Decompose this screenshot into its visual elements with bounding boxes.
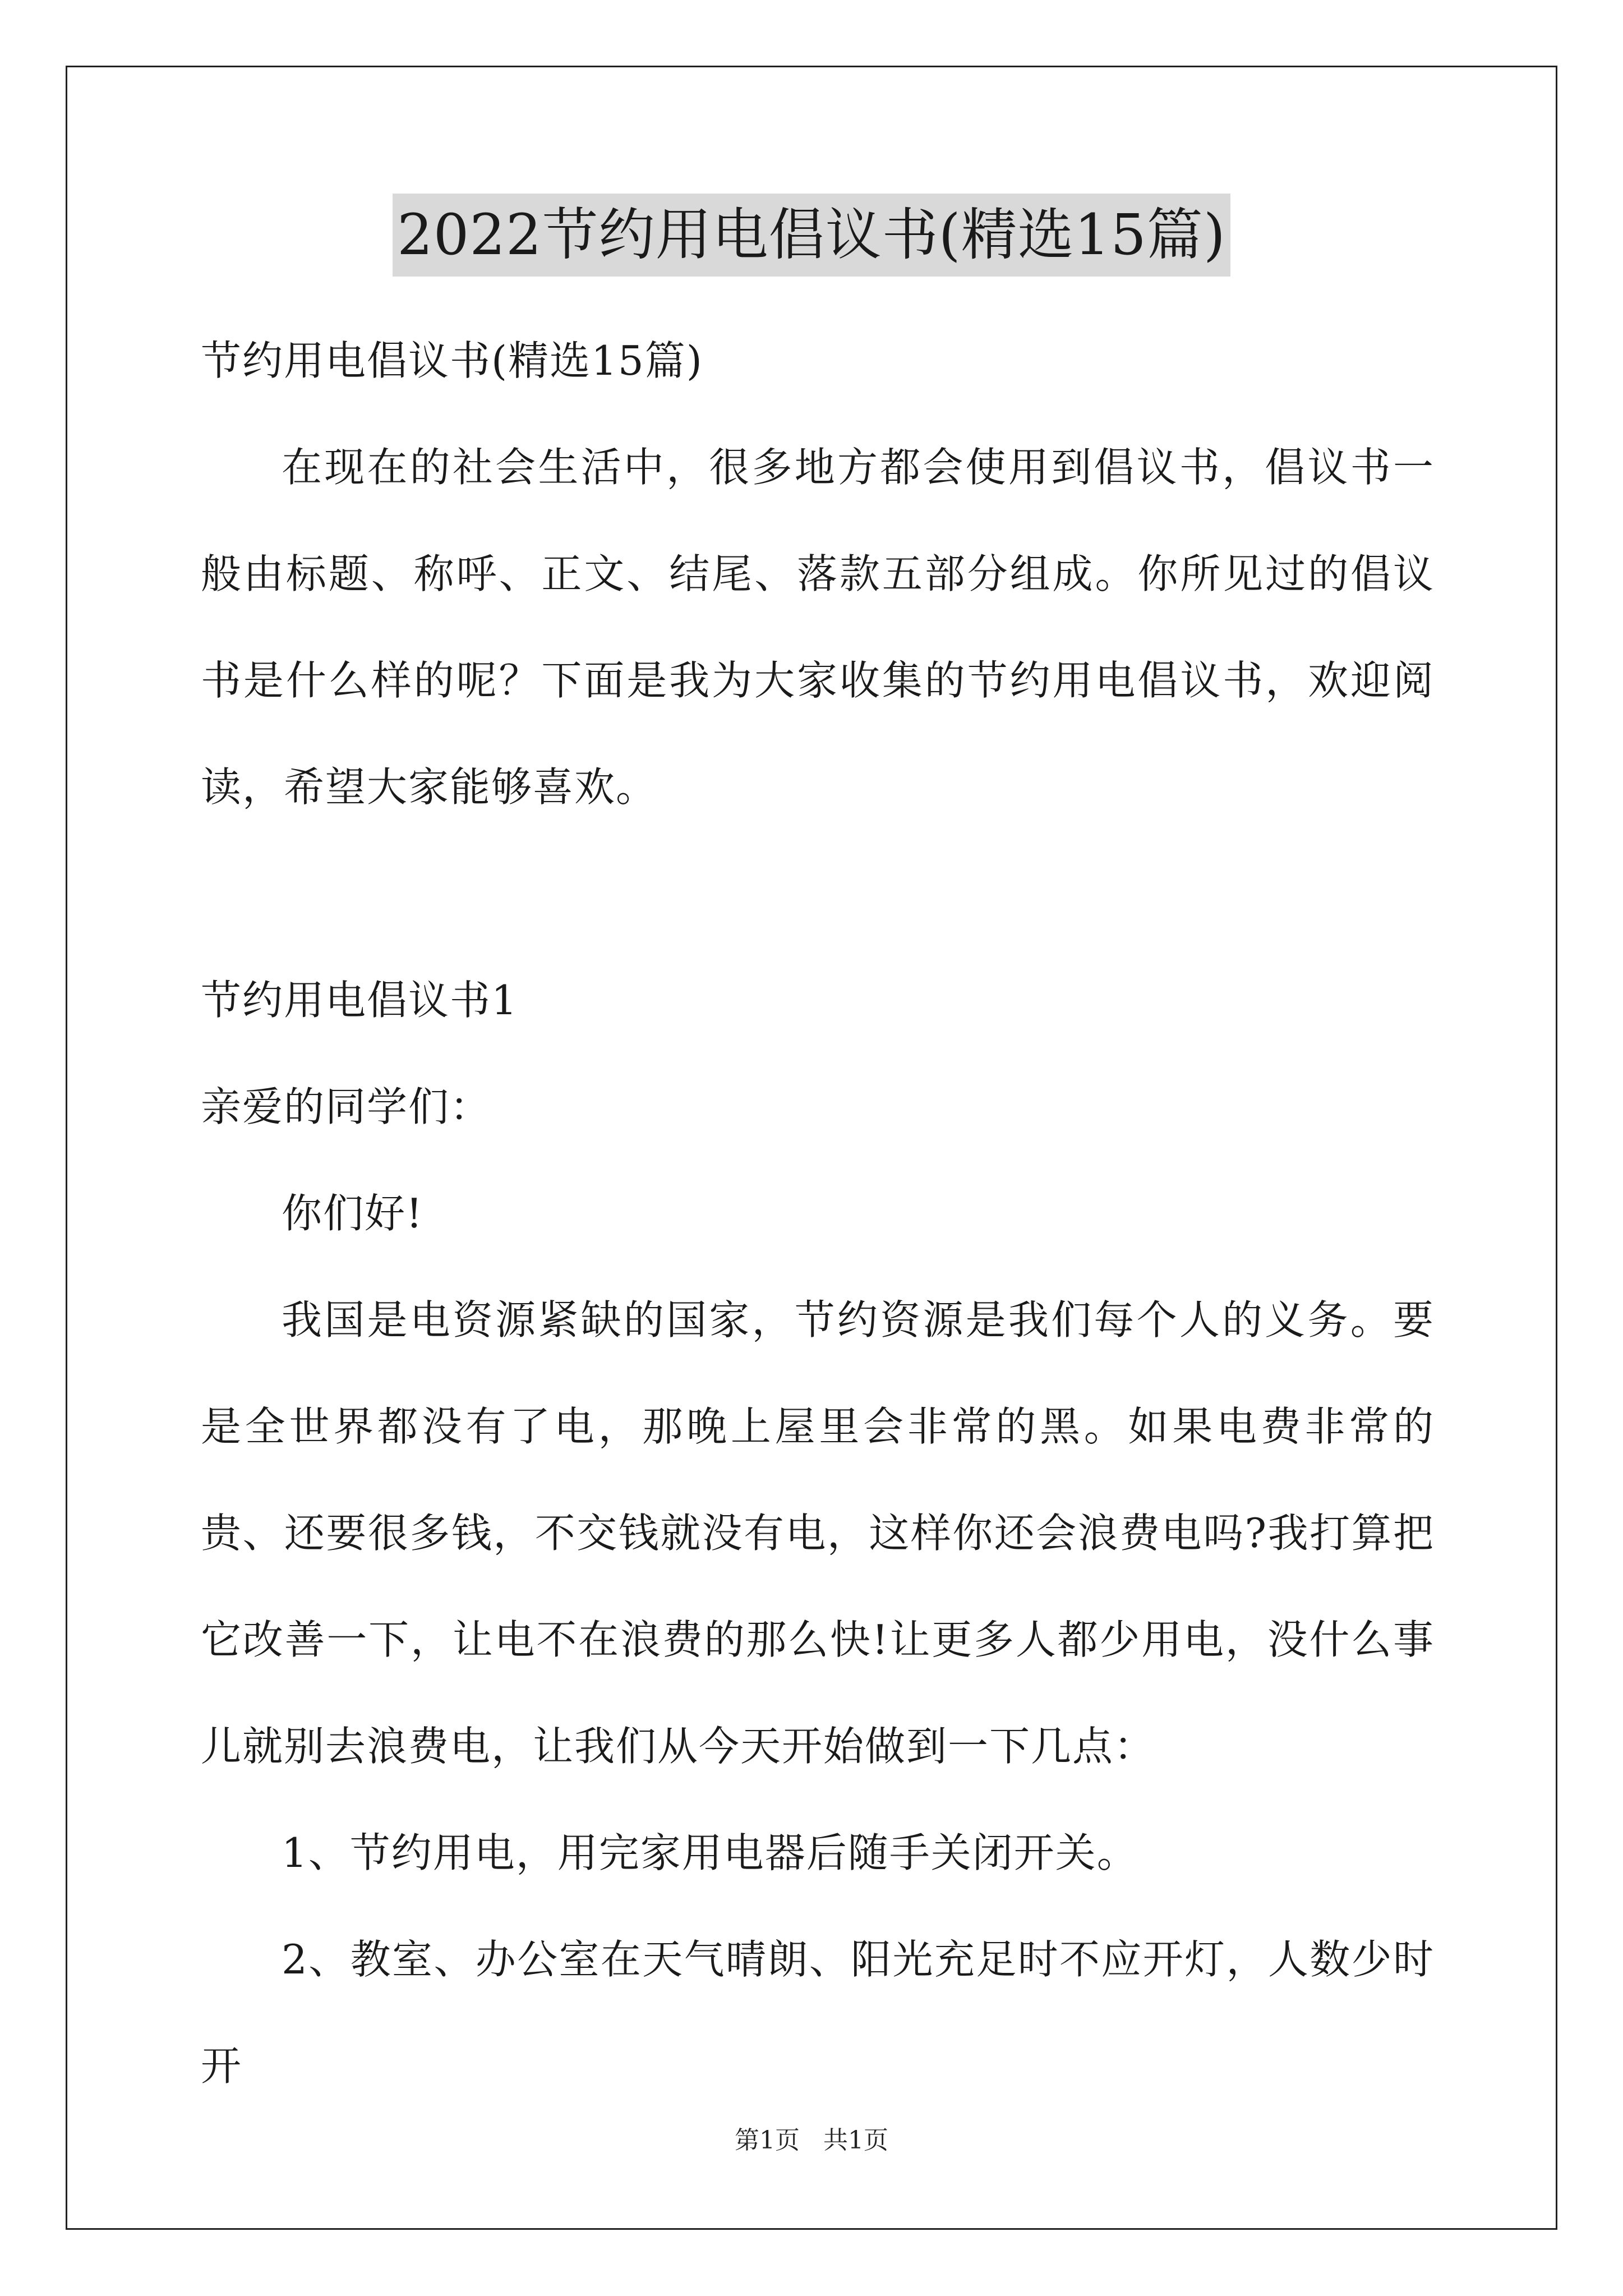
paragraph: 2、教室、办公室在天气晴朗、阳光充足时不应开灯，人数少时开 — [201, 1936, 1435, 2090]
paragraph: 亲爱的同学们： — [201, 1083, 492, 1130]
title-container — [0, 194, 1623, 277]
paragraph: 在现在的社会生活中，很多地方都会使用到倡议书，倡议书一般由标题、称呼、正文、结尾、落款五部分组成。你所见过的倡议书是什么样的呢？下面是我为大家收集的节约用电倡议书，欢迎阅读，希望大家能够喜欢。 — [201, 444, 1435, 811]
page-footer: 第1页 共1页 — [735, 2126, 888, 2155]
paragraph: 节约用电倡议书(精选15篇) — [201, 337, 703, 384]
paragraph: 1、节约用电，用完家用电器后随手关闭开关。 — [282, 1829, 1138, 1876]
document-body — [201, 307, 1435, 2119]
paragraph: 我国是电资源紧缺的国家，节约资源是我们每个人的义务。要是全世界都没有了电，那晚上屋里会非常的黑。如果电费非常的贵、还要很多钱，不交钱就没有电，这样你还会浪费电吗?我打算把它改善一下，让电不在浪费的那么快!让更多人都少用电，没什么事儿就别去浪费电，让我们从今天开始做到一下几点： — [201, 1296, 1435, 1770]
document-title: 2022节约用电倡议书(精选15篇) — [393, 194, 1230, 277]
paragraph: 节约用电倡议书1 — [201, 977, 518, 1024]
paragraph: 你们好! — [282, 1190, 423, 1237]
